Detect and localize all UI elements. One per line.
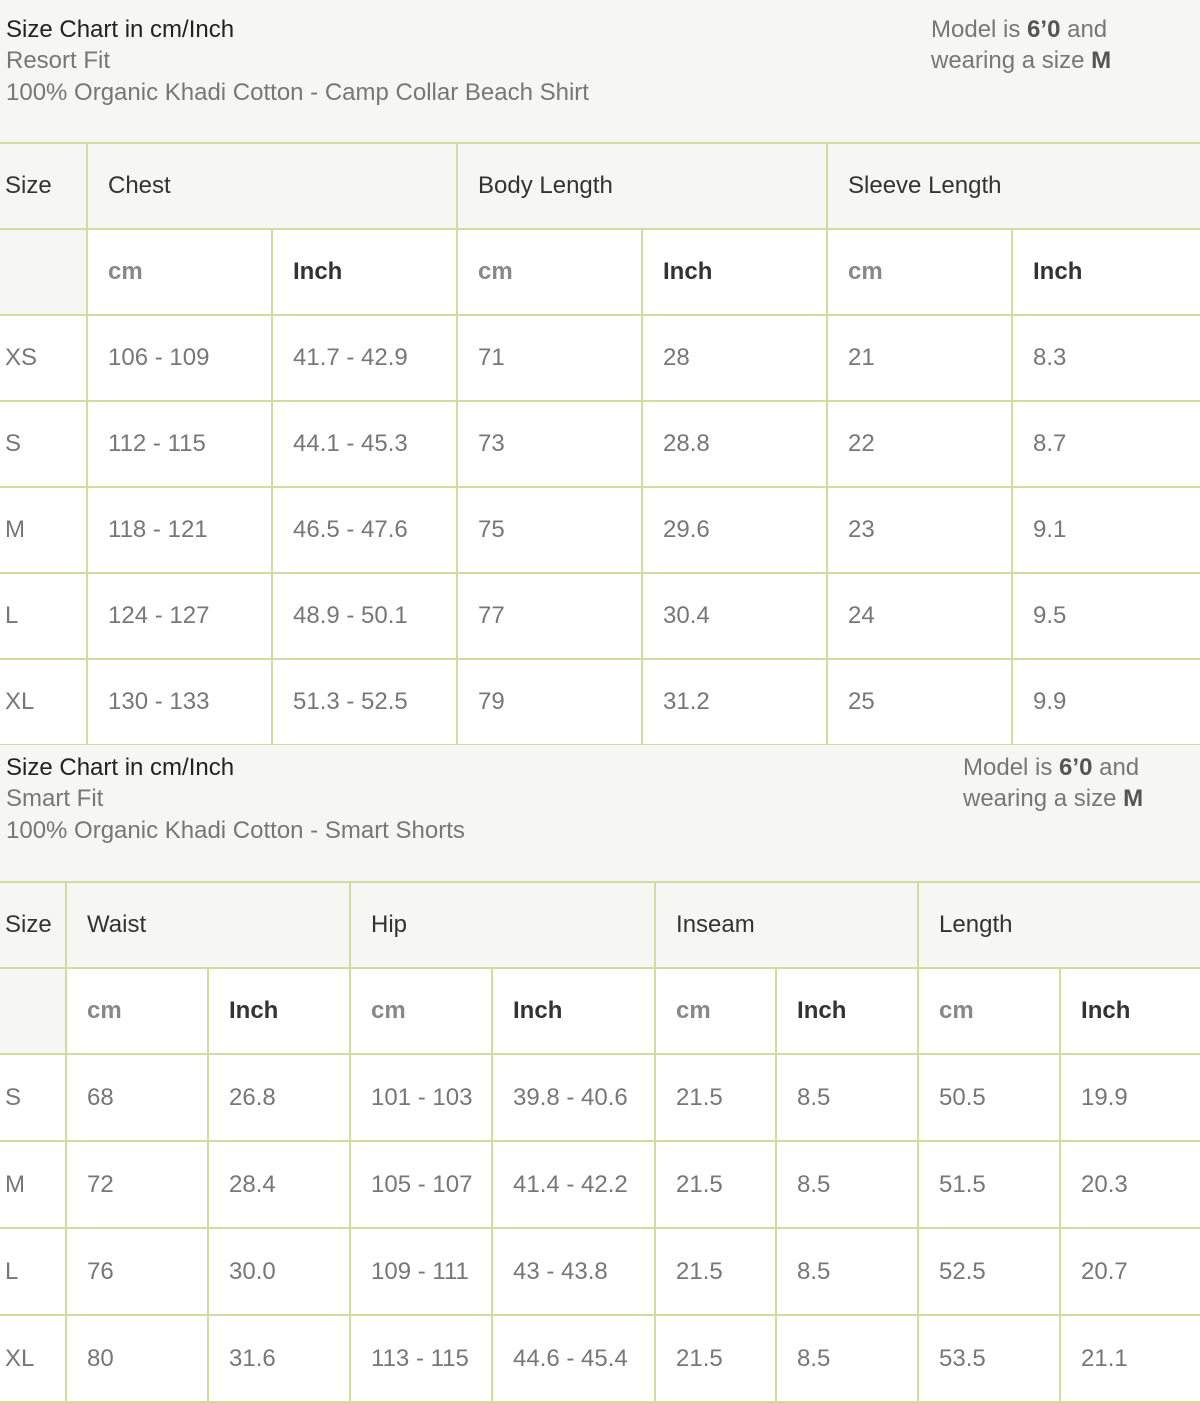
table-row bbox=[0, 487, 1200, 573]
size-table bbox=[0, 142, 1200, 746]
table-cell: 75 bbox=[457, 487, 642, 573]
table-cell: 31.6 bbox=[208, 1315, 350, 1402]
table-cell: 23 bbox=[827, 487, 1012, 573]
unit-cm-header: cm bbox=[918, 968, 1060, 1054]
unit-inch-header: Inch bbox=[208, 968, 350, 1054]
table-cell: 80 bbox=[66, 1315, 208, 1402]
table-cell: 68 bbox=[66, 1054, 208, 1141]
group-header-chest: Chest bbox=[87, 143, 457, 229]
unit-cm-header: cm bbox=[87, 229, 272, 315]
group-header-sleeve-length: Sleeve Length bbox=[827, 143, 1200, 229]
size-label: M bbox=[0, 487, 87, 573]
table-cell: 109 - 111 bbox=[350, 1228, 492, 1315]
table-cell: 28.4 bbox=[208, 1141, 350, 1228]
table-cell: 71 bbox=[457, 315, 642, 401]
table-cell: 22 bbox=[827, 401, 1012, 487]
table-cell: 19.9 bbox=[1060, 1054, 1200, 1141]
table-cell: 101 - 103 bbox=[350, 1054, 492, 1141]
table-cell: 46.5 - 47.6 bbox=[272, 487, 457, 573]
chart-title: Size Chart in cm/Inch bbox=[6, 16, 235, 43]
table-cell: 130 - 133 bbox=[87, 659, 272, 745]
table-cell: 29.6 bbox=[642, 487, 827, 573]
table-cell: 52.5 bbox=[918, 1228, 1060, 1315]
table-cell: 113 - 115 bbox=[350, 1315, 492, 1402]
table-cell: 124 - 127 bbox=[87, 573, 272, 659]
table-cell: 72 bbox=[66, 1141, 208, 1228]
fit-label: Smart Fit bbox=[6, 785, 104, 812]
table-cell: 30.0 bbox=[208, 1228, 350, 1315]
size-column-header: Size bbox=[0, 143, 87, 229]
unit-inch-header: Inch bbox=[1060, 968, 1200, 1054]
table-cell: 44.6 - 45.4 bbox=[492, 1315, 655, 1402]
unit-cm-header: cm bbox=[66, 968, 208, 1054]
model-height: 6’0 bbox=[1027, 16, 1061, 43]
table-cell: 9.5 bbox=[1012, 573, 1200, 659]
table-cell: 50.5 bbox=[918, 1054, 1060, 1141]
table-cell: 43 - 43.8 bbox=[492, 1228, 655, 1315]
table-cell: 30.4 bbox=[642, 573, 827, 659]
table-cell: 8.5 bbox=[776, 1315, 918, 1402]
table-cell: 21.1 bbox=[1060, 1315, 1200, 1402]
table-cell: 21.5 bbox=[655, 1228, 776, 1315]
size-label: L bbox=[0, 573, 87, 659]
table-cell: 106 - 109 bbox=[87, 315, 272, 401]
table-cell: 24 bbox=[827, 573, 1012, 659]
table-cell: 48.9 - 50.1 bbox=[272, 573, 457, 659]
table-cell: 8.5 bbox=[776, 1228, 918, 1315]
unit-inch-header: Inch bbox=[272, 229, 457, 315]
unit-header-row bbox=[0, 968, 1200, 1054]
group-header-row bbox=[0, 882, 1200, 968]
group-header-hip: Hip bbox=[350, 882, 655, 968]
table-row bbox=[0, 1054, 1200, 1141]
group-header-body-length: Body Length bbox=[457, 143, 827, 229]
product-description: 100% Organic Khadi Cotton - Smart Shorts bbox=[6, 817, 465, 844]
table-row bbox=[0, 401, 1200, 487]
chart-header bbox=[0, 0, 1200, 142]
size-label: XL bbox=[0, 659, 87, 745]
table-cell: 21.5 bbox=[655, 1315, 776, 1402]
unit-cm-header: cm bbox=[350, 968, 492, 1054]
product-description: 100% Organic Khadi Cotton - Camp Collar Beach Shirt bbox=[6, 79, 589, 106]
table-row bbox=[0, 315, 1200, 401]
table-cell: 20.3 bbox=[1060, 1141, 1200, 1228]
group-header-length: Length bbox=[918, 882, 1200, 968]
table-cell: 53.5 bbox=[918, 1315, 1060, 1402]
size-label: S bbox=[0, 401, 87, 487]
model-height: 6’0 bbox=[1059, 754, 1093, 781]
group-header-row bbox=[0, 143, 1200, 229]
table-cell: 44.1 - 45.3 bbox=[272, 401, 457, 487]
table-cell: 8.5 bbox=[776, 1054, 918, 1141]
size-column-header: Size bbox=[0, 882, 66, 968]
table-cell: 8.7 bbox=[1012, 401, 1200, 487]
table-cell: 25 bbox=[827, 659, 1012, 745]
group-header-inseam: Inseam bbox=[655, 882, 918, 968]
table-cell: 112 - 115 bbox=[87, 401, 272, 487]
unit-header-row bbox=[0, 229, 1200, 315]
table-cell: 21.5 bbox=[655, 1054, 776, 1141]
size-table bbox=[0, 881, 1200, 1403]
size-label: L bbox=[0, 1228, 66, 1315]
table-row bbox=[0, 659, 1200, 745]
table-cell: 8.5 bbox=[776, 1141, 918, 1228]
unit-cm-header: cm bbox=[827, 229, 1012, 315]
table-cell: 51.5 bbox=[918, 1141, 1060, 1228]
model-size: M bbox=[1123, 785, 1144, 812]
shorts-size-chart bbox=[0, 745, 1200, 1400]
size-label: S bbox=[0, 1054, 66, 1141]
unit-cm-header: cm bbox=[457, 229, 642, 315]
table-cell: 20.7 bbox=[1060, 1228, 1200, 1315]
model-size: M bbox=[1091, 47, 1112, 74]
table-cell: 21 bbox=[827, 315, 1012, 401]
chart-title: Size Chart in cm/Inch bbox=[6, 754, 235, 781]
unit-inch-header: Inch bbox=[642, 229, 827, 315]
unit-cm-header: cm bbox=[655, 968, 776, 1054]
group-header-waist: Waist bbox=[66, 882, 350, 968]
table-cell: 28 bbox=[642, 315, 827, 401]
size-label: XS bbox=[0, 315, 87, 401]
table-cell: 41.7 - 42.9 bbox=[272, 315, 457, 401]
table-cell: 77 bbox=[457, 573, 642, 659]
unit-inch-header: Inch bbox=[492, 968, 655, 1054]
table-cell: 41.4 - 42.2 bbox=[492, 1141, 655, 1228]
chart-header bbox=[0, 745, 1200, 881]
size-label: M bbox=[0, 1141, 66, 1228]
table-cell: 51.3 - 52.5 bbox=[272, 659, 457, 745]
table-cell: 79 bbox=[457, 659, 642, 745]
unit-inch-header: Inch bbox=[1012, 229, 1200, 315]
size-label: XL bbox=[0, 1315, 66, 1402]
table-cell: 118 - 121 bbox=[87, 487, 272, 573]
blank-cell bbox=[0, 229, 87, 315]
table-cell: 26.8 bbox=[208, 1054, 350, 1141]
table-cell: 8.3 bbox=[1012, 315, 1200, 401]
table-cell: 76 bbox=[66, 1228, 208, 1315]
table-cell: 105 - 107 bbox=[350, 1141, 492, 1228]
blank-cell bbox=[0, 968, 66, 1054]
table-row bbox=[0, 1228, 1200, 1315]
table-cell: 9.9 bbox=[1012, 659, 1200, 745]
table-row bbox=[0, 1141, 1200, 1228]
table-cell: 28.8 bbox=[642, 401, 827, 487]
table-row bbox=[0, 1315, 1200, 1402]
table-cell: 39.8 - 40.6 bbox=[492, 1054, 655, 1141]
fit-label: Resort Fit bbox=[6, 47, 111, 74]
table-cell: 9.1 bbox=[1012, 487, 1200, 573]
table-row bbox=[0, 573, 1200, 659]
model-note: Model is 6’0 and wearing a size M bbox=[963, 754, 1144, 812]
table-cell: 31.2 bbox=[642, 659, 827, 745]
table-cell: 21.5 bbox=[655, 1141, 776, 1228]
unit-inch-header: Inch bbox=[776, 968, 918, 1054]
table-cell: 73 bbox=[457, 401, 642, 487]
model-note: Model is 6’0 and wearing a size M bbox=[931, 16, 1112, 74]
